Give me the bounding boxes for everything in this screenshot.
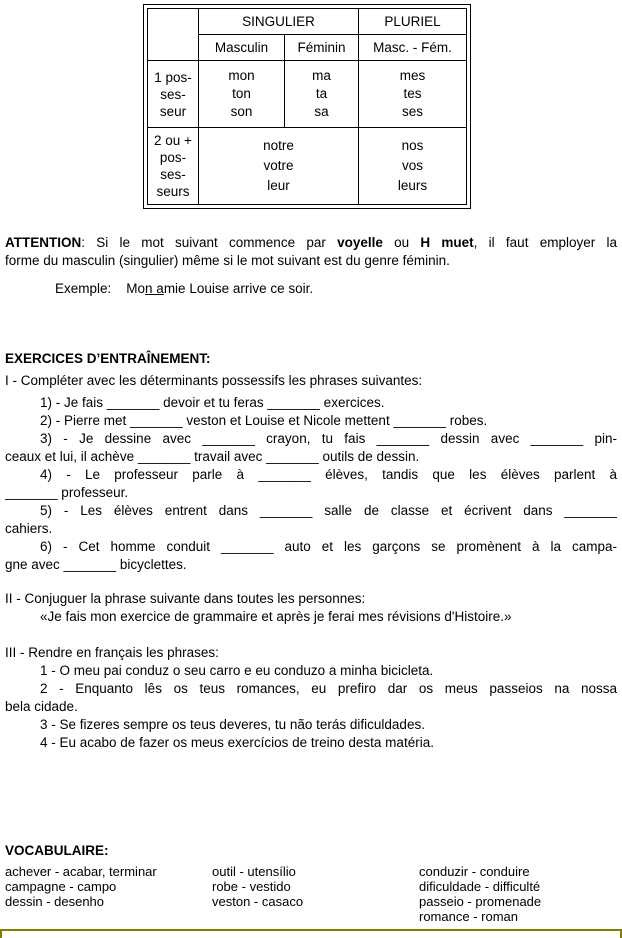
text-line <box>5 280 617 298</box>
text-segment: voyelle <box>337 235 383 250</box>
text-line <box>212 879 417 894</box>
text-segment: outil - utensílio <box>212 864 296 879</box>
text-line <box>5 608 617 626</box>
text-segment: 4 - Eu acabo de fazer os meus exercícios de treino desta matéria. <box>40 735 434 750</box>
text-segment: robe - vestido <box>212 879 291 894</box>
text-segment: Exemple: Mo <box>55 281 146 296</box>
table-value: votre <box>263 158 294 173</box>
text-segment: _______ professeur. <box>5 485 129 500</box>
table-cell-singulier-merged <box>199 128 359 205</box>
text-segment: n a <box>145 281 164 296</box>
text-line <box>5 448 617 466</box>
table-header-feminin: Féminin <box>285 35 359 61</box>
text-segment: forme du masculin (singulier) même si le mot suivant est du genre féminin. <box>5 253 450 268</box>
text-line <box>5 484 617 502</box>
label-line: seur <box>159 103 187 119</box>
table-value: ma <box>312 68 331 83</box>
text-segment: II - Conjuguer la phrase suivante dans toutes les personnes: <box>5 591 366 606</box>
text-line <box>5 430 617 448</box>
text-line <box>5 234 617 252</box>
text-line <box>5 372 617 390</box>
text-segment: ou <box>382 235 421 250</box>
text-segment: 5) - Les élèves entrent dans _______ salle de classe et écrivent dans _______ <box>40 503 617 518</box>
text-segment: 3) - Je dessine avec _______ crayon, tu fais _______ dessin avec _______ pin- <box>40 431 617 446</box>
text-segment: EXERCICES D’ENTRAÎNEMENT: <box>5 351 211 366</box>
text-line <box>5 734 617 752</box>
table-header-masculin: Masculin <box>199 35 285 61</box>
table-label-2-possesseurs <box>148 128 199 205</box>
label-line: ses- <box>160 167 186 182</box>
text-line <box>419 894 622 909</box>
table-value: mes <box>399 68 426 83</box>
table-value: vos <box>401 158 423 173</box>
text-line <box>419 879 622 894</box>
table-cell-pluriel-1poss <box>359 61 467 128</box>
label-line: seurs <box>156 184 190 199</box>
table-corner-cell <box>148 9 199 61</box>
text-segment: veston - casaco <box>212 894 304 909</box>
text-line <box>419 864 622 879</box>
table-value: notre <box>263 138 294 153</box>
table-value: leur <box>267 178 290 193</box>
text-segment: 1 - O meu pai conduz o seu carro e eu conduzo a minha bicicleta. <box>40 663 434 678</box>
text-line <box>5 412 617 430</box>
table-cell-masculin-singulier <box>199 61 285 128</box>
text-segment: , il faut employer la <box>473 235 617 250</box>
table-value: mon <box>228 68 255 83</box>
text-line <box>5 662 617 680</box>
table-value: leurs <box>397 178 428 193</box>
text-segment: gne avec _______ bicyclettes. <box>5 557 187 572</box>
text-segment: romance - roman <box>419 909 518 924</box>
table-value: nos <box>401 138 424 153</box>
text-line <box>5 466 617 484</box>
translation-section <box>5 644 617 752</box>
table-cell-feminin-singulier <box>285 61 359 128</box>
text-segment: mie Louise arrive ce soir. <box>163 281 314 296</box>
table-value: ta <box>315 86 328 101</box>
text-segment: ATTENTION <box>5 235 82 250</box>
text-line <box>5 394 617 412</box>
text-segment: I - Compléter avec les déterminants possessifs les phrases suivantes: <box>5 373 423 388</box>
table-value: ses <box>401 104 423 119</box>
label-line: ses- <box>160 86 186 102</box>
text-segment: H muet <box>420 235 474 250</box>
text-segment: bela cidade. <box>5 699 78 714</box>
text-segment: 6) - Cet homme conduit _______ auto et les garçons se promènent à la campa- <box>40 539 617 554</box>
text-line <box>212 864 417 879</box>
text-line <box>5 879 210 894</box>
text-segment: conduzir - conduire <box>419 864 530 879</box>
text-segment: 3 - Se fizeres sempre os teus deveres, tu não terás dificuldades. <box>40 717 425 732</box>
next-page-top-border <box>0 929 622 938</box>
text-line <box>5 698 617 716</box>
text-line <box>5 350 617 368</box>
vocab-column-3 <box>419 864 622 924</box>
possessives-table <box>143 4 471 209</box>
conjugation-section <box>5 590 617 626</box>
vocab-column-2 <box>212 864 417 909</box>
text-segment: passeio - promenade <box>419 894 542 909</box>
text-line <box>5 894 210 909</box>
text-segment: dessin - desenho <box>5 894 105 909</box>
attention-note <box>5 234 617 298</box>
table-value: ton <box>232 86 251 101</box>
table-label-1-possesseur <box>148 61 199 128</box>
table-header-pluriel: PLURIEL <box>359 9 467 35</box>
text-segment: : Si le mot suivant commence par <box>81 235 338 250</box>
text-line <box>5 680 617 698</box>
text-segment: campagne - campo <box>5 879 117 894</box>
vocab-column-1 <box>5 864 210 909</box>
text-line <box>5 556 617 574</box>
table-value: sa <box>314 104 329 119</box>
label-line: 1 pos- <box>154 69 192 85</box>
table-header-singulier: SINGULIER <box>199 9 359 35</box>
table-value: tes <box>403 86 422 101</box>
text-line <box>5 590 617 608</box>
text-segment: 2 - Enquanto lês os teus romances, eu prefiro dar os meus passeios na nossa <box>40 681 617 696</box>
vocabulary-heading: VOCABULAIRE: <box>5 843 109 858</box>
text-line <box>5 864 210 879</box>
table-value: son <box>230 104 253 119</box>
text-segment: 1) - Je fais _______ devoir et tu feras _______ exercices. <box>40 395 385 410</box>
text-line <box>212 894 417 909</box>
label-line: 2 ou + <box>154 133 192 148</box>
text-segment: ceaux et lui, il achève _______ travail avec _______ outils de dessin. <box>5 449 420 464</box>
text-segment: III - Rendre en français les phrases: <box>5 645 219 660</box>
spacer <box>5 270 617 280</box>
exercises-section <box>5 350 617 574</box>
text-segment: 4) - Le professeur parle à _______ élèves, tandis que les élèves parlent à <box>40 467 617 482</box>
text-line <box>5 252 617 270</box>
table-header-masc-fem: Masc. - Fém. <box>359 35 467 61</box>
text-line <box>5 502 617 520</box>
label-line: pos- <box>159 150 187 165</box>
text-segment: «Je fais mon exercice de grammaire et après je ferai mes révisions d'Histoire.» <box>40 609 512 624</box>
text-line <box>5 716 617 734</box>
text-line <box>5 644 617 662</box>
text-segment: 2) - Pierre met _______ veston et Louise et Nicole mettent _______ robes. <box>40 413 488 428</box>
text-line <box>419 909 622 924</box>
text-segment: dificuldade - difficulté <box>419 879 541 894</box>
text-segment: achever - acabar, terminar <box>5 864 157 879</box>
text-segment: cahiers. <box>5 521 53 536</box>
table-cell-pluriel-2poss <box>359 128 467 205</box>
text-line <box>5 538 617 556</box>
text-line <box>5 520 617 538</box>
